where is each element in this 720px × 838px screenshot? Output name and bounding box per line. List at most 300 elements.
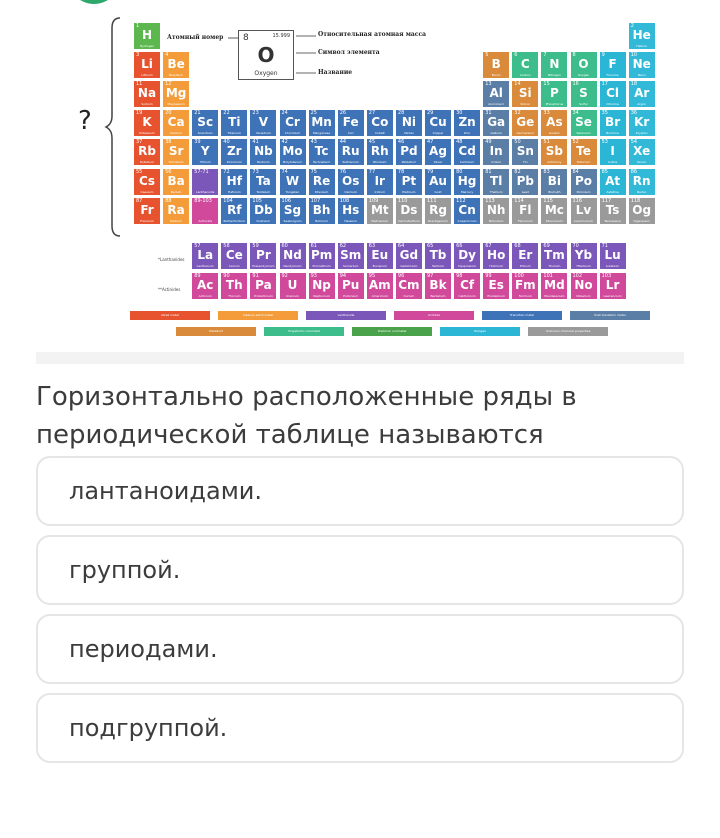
legend-swatch [306,311,386,320]
element-cell-xe [629,139,655,165]
legend-swatch [218,311,298,320]
element-number: 99 [485,273,492,279]
element-number: 90 [223,273,230,279]
element-name: Polonium [576,189,591,194]
key-symbol: O [257,43,275,67]
element-number: 107 [310,197,321,204]
answer-option-4[interactable] [36,693,684,763]
element-number: 48 [456,139,463,146]
key-arrows [228,34,318,80]
element-name: Einsteinium [487,294,505,298]
element-cell-be [163,52,189,78]
element-number: 101 [543,273,553,279]
element-name: Livermorium [574,218,593,223]
element-symbol: Rn [632,173,651,188]
element-number: 98 [456,273,463,279]
element-number: 102 [572,273,583,279]
element-symbol: Al [489,86,503,101]
element-name: Gold [434,189,442,194]
answer-option-label: подгруппой. [69,714,228,742]
element-cell-ti [221,110,247,136]
element-symbol: Li [141,57,153,72]
element-symbol: Os [342,173,360,188]
element-cell-br [600,110,626,136]
answer-option-3[interactable] [36,614,684,684]
element-number: 64 [397,243,405,249]
element-name: Osmium [344,189,357,194]
element-name: Aluminium [488,102,505,107]
element-cell-cl [600,81,626,107]
element-name: Zinc [463,131,471,136]
element-symbol: Cf [460,278,475,292]
element-symbol: Pr [256,248,271,262]
element-name: Ytterbium [576,264,591,268]
element-cell-si [512,81,538,107]
key-label-mass: Относительная атомная масса [318,31,426,38]
element-cell-mt [367,198,393,224]
element-symbol: Y [200,144,210,159]
element-symbol: Pd [400,144,418,159]
element-symbol: Cu [429,115,447,130]
element-name: Hydrogen [139,44,155,48]
element-symbol: Rf [227,202,242,217]
element-cell-fe [338,110,364,136]
element-cell-sg [280,198,306,224]
element-name: Selenium [576,131,591,136]
element-name: Bohrium [315,218,328,223]
element-cell-og [629,198,655,224]
element-cell-c [512,52,538,78]
element-number: 89-103 [194,197,212,204]
element-number: 78 [397,168,405,175]
element-name: Promethium [312,264,331,268]
element-number: 57-71 [194,168,209,175]
element-name: Rhenium [314,189,329,194]
element-symbol: Ti [228,115,241,130]
element-cell-ba [163,169,189,195]
element-cell-eu [367,243,393,269]
element-cell-h [134,23,160,49]
element-number: 91 [252,273,259,279]
element-name: Lead [521,189,529,194]
element-name: Iodine [607,160,618,165]
element-number: 76 [339,168,347,175]
element-symbol: Ac [196,278,214,292]
element-cell-sb [541,139,567,165]
element-number: 1 [136,23,140,29]
element-symbol: U [287,278,298,292]
element-cell-cn [454,198,480,224]
legend-label: Alkaline earth metal [242,313,274,317]
element-cell-ac [192,273,218,299]
element-number: 13 [485,81,492,88]
element-number: 85 [601,168,608,175]
element-name: Astatine [606,189,619,194]
element-name: Argon [637,102,647,107]
element-cell-kr [629,110,655,136]
element-number: 3 [136,52,140,59]
element-symbol: Pu [342,278,360,292]
element-symbol: Nb [254,144,273,159]
element-cell-ni [396,110,422,136]
key-atomic-number: 8 [243,33,249,43]
element-name: Copper [432,131,444,136]
key-label-symbol: Символ элемента [318,49,380,56]
element-symbol: Te [576,144,591,159]
element-symbol: Na [137,86,157,101]
element-number: 55 [136,168,143,175]
header-circle-decoration [68,0,120,4]
element-cell-zn [454,110,480,136]
element-number: 80 [456,168,463,175]
element-number: 100 [514,273,524,279]
element-name: Silver [433,160,443,165]
element-number: 17 [601,81,608,88]
element-cell-lu [600,243,626,269]
element-number: 89 [194,273,201,279]
element-number: 53 [601,139,608,146]
legend-swatch [130,311,210,320]
element-cell-co [367,110,393,136]
element-symbol: Tc [314,144,329,159]
element-cell-n [541,52,567,78]
element-symbol: Tl [490,173,503,188]
element-number: 21 [194,110,201,117]
element-cell-nd [280,243,306,269]
element-name: Strontium [168,160,184,165]
legend-label: Halogen [473,329,487,333]
element-cell-na [134,81,160,107]
element-name: Manganese [312,131,331,136]
element-cell-f [600,52,626,78]
element-number: 34 [572,110,579,117]
lanthanides-label: *Lanthanides [158,257,185,262]
element-name: Magnesium [167,102,185,107]
element-name: Bismuth [548,189,561,194]
element-number: 83 [543,168,550,175]
element-name: Radon [636,189,647,194]
element-cell-ra [163,198,189,224]
key-name: Oxygen [254,70,278,77]
element-cell-es [483,273,509,299]
element-name: Tellurium [576,160,591,165]
element-number: 49 [485,139,492,146]
element-number: 112 [456,197,466,204]
element-name: Niobium [257,160,270,165]
element-name: Lutetium [605,264,620,268]
element-cell-th [221,273,247,299]
element-cell-he [629,23,655,49]
element-number: 86 [630,168,638,175]
element-cell-sc [192,110,218,136]
answer-option-1[interactable] [36,456,684,526]
element-cell-p [541,81,567,107]
element-symbol: Dy [458,248,476,262]
legend-swatch [570,311,650,320]
element-symbol: I [610,144,615,159]
element-cell-mc [541,198,567,224]
element-symbol: O [578,57,589,72]
element-name: Tungsten [285,189,300,194]
element-name: Tantalum [256,189,271,194]
element-name: Neon [637,73,646,78]
element-symbol: Xe [633,144,651,159]
element-cell-ho [483,243,509,269]
element-cell-u [280,273,306,299]
element-cell-pu [338,273,364,299]
element-cell-in [483,139,509,165]
element-name: Nobelium [576,294,591,298]
element-number: 56 [165,168,172,175]
element-name: Darmstadtium [398,218,420,223]
element-symbol: Rb [138,144,156,159]
element-symbol: Sr [168,144,184,159]
element-name: Tin [523,160,528,165]
element-symbol: Lu [604,248,621,262]
legend-label: Post-transition metal [594,313,626,317]
element-cell-ds [396,198,422,224]
element-name: Plutonium [343,294,359,298]
element-number: 5 [485,52,489,59]
element-symbol: Mg [165,86,187,101]
element-name: Fluorine [606,73,619,78]
element-number: 59 [252,243,259,249]
element-symbol: Ga [487,115,506,130]
element-number: 25 [310,110,317,117]
element-cell-np [309,273,335,299]
element-number: 15 [543,81,550,88]
element-cell-dy [454,243,480,269]
element-symbol: Th [225,278,243,292]
element-cell-ta [250,169,276,195]
element-number: 22 [223,110,230,117]
element-number: 87 [136,197,143,204]
element-cell-rg [425,198,451,224]
element-cell-o [571,52,597,78]
element-number: 10 [630,52,638,59]
element-symbol: Ba [167,173,185,188]
element-symbol: Br [605,115,621,130]
legend-swatch [482,311,562,320]
element-number: 40 [223,139,230,146]
element-cell-am [367,273,393,299]
element-number: 38 [165,139,172,146]
element-cell-pm [309,243,335,269]
answer-option-label: лантаноидами. [69,477,263,505]
element-number: 66 [456,243,463,249]
element-name: Calcium [170,131,183,136]
element-name: Hassium [344,218,358,223]
element-name: Ruthenium [342,160,359,165]
element-name: Scandium [197,131,213,136]
element-cell-y [192,139,218,165]
element-cell-fm [512,273,538,299]
element-symbol: Og [632,202,652,217]
element-symbol: K [142,115,152,130]
element-number: 47 [427,139,434,146]
element-cell-w [280,169,306,195]
element-cell-ir [367,169,393,195]
element-number: 26 [339,110,347,117]
element-name: Dubnium [256,218,271,223]
element-number: 36 [630,110,638,117]
element-symbol: Yb [574,248,593,262]
element-name: Krypton [635,131,648,136]
element-number: 18 [630,81,638,88]
element-symbol: Np [312,278,331,292]
element-number: 8 [572,52,576,59]
element-symbol: Gd [399,248,419,262]
element-cell-lv [571,198,597,224]
element-number: 39 [194,139,201,146]
element-number: 74 [281,168,288,175]
element-number: 29 [427,110,434,117]
element-cell-tl [483,169,509,195]
element-number: 30 [456,110,463,117]
element-name: Actinoids [198,218,213,223]
element-symbol: Hs [342,202,360,217]
legend-swatch [264,327,344,336]
element-symbol: Lv [575,202,592,217]
element-cell-89-103 [192,198,218,224]
element-symbol: Se [575,115,592,130]
element-name: Sodium [141,102,153,107]
element-name: Neptunium [313,294,330,298]
element-symbol: As [546,115,563,130]
element-symbol: Cl [606,86,620,101]
element-cell-pr [250,243,276,269]
element-cell-nh [483,198,509,224]
legend-swatch [394,311,474,320]
element-cell-cr [280,110,306,136]
element-name: Platinum [402,189,416,194]
element-cell-hs [338,198,364,224]
legend-label: Transition metal [509,313,535,317]
element-number: 44 [339,139,347,146]
element-name: Americium [371,294,388,298]
element-symbol: N [549,57,560,72]
element-symbol: Ne [632,57,651,72]
legend-label: Diatomic nonmetal [377,329,407,333]
element-number: 79 [427,168,434,175]
element-number: 109 [368,197,379,204]
element-name: Caesium [140,189,154,194]
element-name: Europium [372,264,387,268]
element-number: 72 [223,168,230,175]
element-name: Phosphorus [545,102,564,107]
element-symbol: Bh [312,202,331,217]
element-symbol: Fl [519,202,532,217]
element-symbol: Sb [545,144,563,159]
element-name: Neodymium [283,264,302,268]
element-name: Rhodium [373,160,387,165]
element-symbol: Ho [487,248,506,262]
element-symbol: C [520,57,530,72]
element-symbol: Mo [282,144,303,159]
element-name: Hafnium [227,189,241,194]
element-symbol: Ag [429,144,447,159]
element-number: 58 [223,243,230,249]
element-symbol: Au [429,173,447,188]
element-name: Lawrencium [603,294,622,298]
element-cell-md [541,273,567,299]
element-cell-re [309,169,335,195]
element-symbol: S [579,86,588,101]
image-bottom-band [36,352,684,364]
answer-option-label: периодами. [69,635,218,663]
element-cell-v [250,110,276,136]
element-symbol: H [141,28,153,42]
element-number: 77 [368,168,376,175]
element-symbol: Po [574,173,593,188]
element-name: Copernicium [457,218,477,223]
element-cell-se [571,110,597,136]
element-number: 63 [368,243,376,249]
legend-swatch [176,327,256,336]
legend-label: Actinide [427,313,441,317]
legend-label: Alkali metal [161,313,179,317]
element-cell-te [571,139,597,165]
element-number: 62 [339,243,347,249]
element-cell-57-71 [192,169,218,195]
element-cell-cd [454,139,480,165]
element-name: Carbon [519,73,531,78]
element-symbol: Md [544,278,565,292]
element-name: Zirconium [226,160,242,165]
legend-swatch [528,327,608,336]
element-cell-bi [541,169,567,195]
element-symbol: Re [312,173,331,188]
element-symbol: Sm [340,248,362,262]
element-name: Roentgenium [427,218,449,223]
element-symbol: Mt [370,202,389,217]
element-name: Iron [347,131,354,136]
element-number: 32 [514,110,521,117]
element-number: 88 [165,197,172,204]
element-number: 45 [368,139,376,146]
element-symbol: Be [167,57,185,72]
element-symbol: Pa [255,278,272,292]
element-symbol: Nh [486,202,506,217]
element-name: Mendelevium [544,294,565,298]
element-number: 19 [136,110,143,117]
element-symbol: No [574,278,593,292]
element-number: 94 [339,273,347,279]
element-cell-sm [338,243,364,269]
element-number: 81 [485,168,492,175]
element-number: 31 [485,110,492,117]
element-name: Moscovium [545,218,563,223]
element-cell-at [600,169,626,195]
element-symbol: Tm [544,248,565,262]
element-number: 28 [397,110,405,117]
element-cell-nb [250,139,276,165]
element-name: Cerium [228,264,240,268]
element-number: 20 [165,110,172,117]
element-symbol: Cn [458,202,476,217]
element-name: Chromium [284,131,301,136]
answer-option-2[interactable] [36,535,684,605]
element-cell-bh [309,198,335,224]
element-number: 92 [281,273,288,279]
element-symbol: Eu [371,248,389,262]
element-symbol: Fr [140,202,154,217]
element-name: Radium [170,218,182,223]
element-number: 46 [397,139,405,146]
element-symbol: La [197,248,214,262]
element-name: Sulfur [579,102,588,107]
element-name: Lanthanoids [196,189,215,194]
